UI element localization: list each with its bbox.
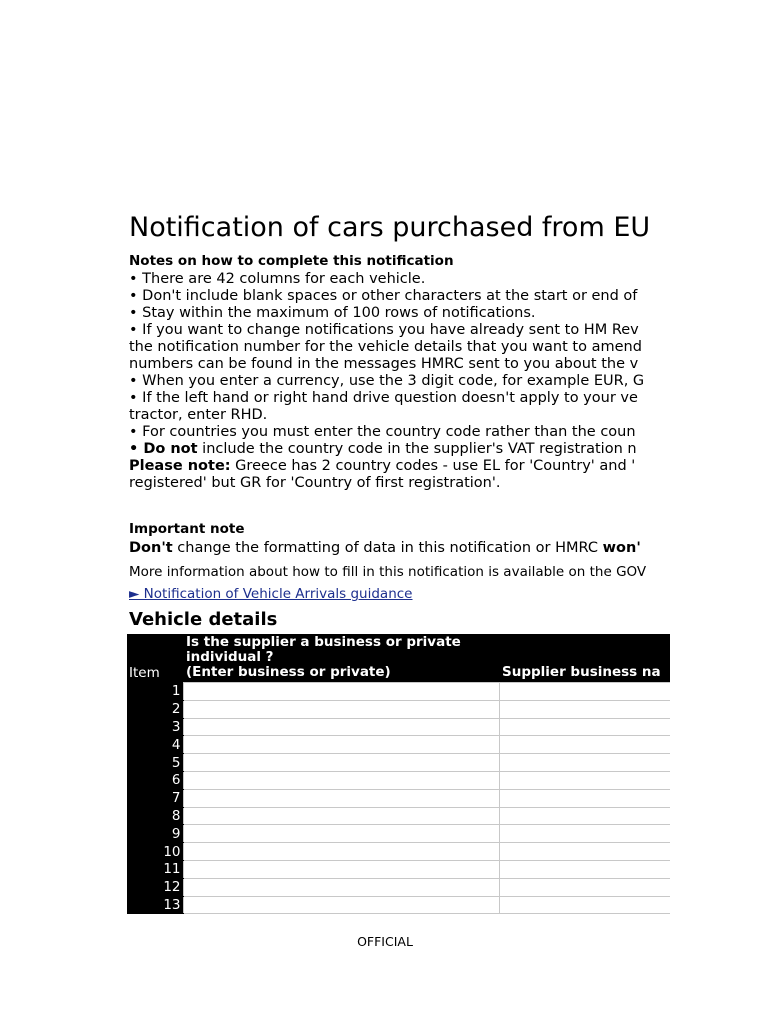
row-number: 9 xyxy=(127,825,183,843)
table-header-row xyxy=(127,634,670,683)
table-row xyxy=(127,896,670,914)
row-number: 12 xyxy=(127,878,183,896)
column-header-line: individual ? xyxy=(186,649,274,665)
note-bold: • Do not xyxy=(129,441,198,457)
row-number: 6 xyxy=(127,771,183,789)
note-line xyxy=(129,339,670,356)
supplier-type-cell[interactable] xyxy=(183,807,499,825)
row-number: 11 xyxy=(127,860,183,878)
row-number: 3 xyxy=(127,718,183,736)
supplier-business-name-cell[interactable] xyxy=(499,896,670,914)
table-row xyxy=(127,860,670,878)
column-header-line: Item xyxy=(129,664,160,681)
note-text: registered' but GR for 'Country of first registration'. xyxy=(129,475,501,491)
supplier-business-name-cell[interactable] xyxy=(499,843,670,861)
supplier-business-name-cell[interactable] xyxy=(499,878,670,896)
supplier-type-cell[interactable] xyxy=(183,736,499,754)
supplier-business-name-cell[interactable] xyxy=(499,683,670,701)
guidance-link[interactable]: ► Notification of Vehicle Arrivals guidance xyxy=(129,586,413,602)
footer-classification: OFFICIAL xyxy=(357,934,413,949)
note-line xyxy=(129,407,670,424)
table-row xyxy=(127,718,670,736)
supplier-business-name-cell[interactable] xyxy=(499,754,670,772)
note-text: • If the left hand or right hand drive question doesn't apply to your ve xyxy=(129,390,638,406)
important-bold-wont: won' xyxy=(602,540,641,556)
note-line xyxy=(129,305,670,322)
supplier-type-cell[interactable] xyxy=(183,683,499,701)
note-text: numbers can be found in the messages HMRC sent to you about the v xyxy=(129,356,639,372)
table-row xyxy=(127,843,670,861)
supplier-business-name-cell[interactable] xyxy=(499,825,670,843)
important-bold-dont: Don't xyxy=(129,540,173,556)
row-number: 2 xyxy=(127,700,183,718)
note-text: include the country code in the supplier's VAT registration n xyxy=(197,441,637,457)
page-title: Notification of cars purchased from EU xyxy=(129,212,651,243)
more-info-text: More information about how to fill in this notification is available on the GOV xyxy=(129,564,647,580)
supplier-business-name-cell[interactable] xyxy=(499,807,670,825)
supplier-type-cell[interactable] xyxy=(183,718,499,736)
note-text: the notification number for the vehicle details that you want to amend xyxy=(129,339,642,355)
note-line xyxy=(129,271,670,288)
important-text-body: change the formatting of data in this notification or HMRC xyxy=(172,540,603,556)
supplier-type-cell[interactable] xyxy=(183,825,499,843)
column-header xyxy=(499,634,670,683)
note-line xyxy=(129,441,670,458)
notes-list xyxy=(129,271,670,492)
note-text: • For countries you must enter the country code rather than the coun xyxy=(129,424,636,440)
note-line xyxy=(129,390,670,407)
row-number: 7 xyxy=(127,789,183,807)
important-note-text xyxy=(129,540,641,556)
note-text: • Don't include blank spaces or other characters at the start or end of xyxy=(129,288,638,304)
notes-heading: Notes on how to complete this notification xyxy=(129,253,454,269)
supplier-type-cell[interactable] xyxy=(183,754,499,772)
supplier-business-name-cell[interactable] xyxy=(499,860,670,878)
note-line xyxy=(129,322,670,339)
supplier-business-name-cell[interactable] xyxy=(499,736,670,754)
supplier-business-name-cell[interactable] xyxy=(499,700,670,718)
supplier-type-cell[interactable] xyxy=(183,700,499,718)
vehicle-details-table xyxy=(127,634,670,914)
note-text: • Stay within the maximum of 100 rows of notifications. xyxy=(129,305,536,321)
note-text: Greece has 2 country codes - use EL for 'Country' and ' xyxy=(230,458,636,474)
column-header-line: Is the supplier a business or private xyxy=(186,634,461,650)
note-bold: Please note: xyxy=(129,458,231,474)
supplier-type-cell[interactable] xyxy=(183,896,499,914)
supplier-type-cell[interactable] xyxy=(183,789,499,807)
note-line xyxy=(129,288,670,305)
row-number: 4 xyxy=(127,736,183,754)
note-line xyxy=(129,475,670,492)
note-text: • If you want to change notifications you have already sent to HM Rev xyxy=(129,322,639,338)
note-line xyxy=(129,458,670,475)
note-line xyxy=(129,373,670,390)
vehicle-details-heading: Vehicle details xyxy=(129,609,278,630)
table-row xyxy=(127,736,670,754)
supplier-type-cell[interactable] xyxy=(183,771,499,789)
note-line xyxy=(129,356,670,373)
table-row xyxy=(127,771,670,789)
note-line xyxy=(129,424,670,441)
note-text: • There are 42 columns for each vehicle. xyxy=(129,271,426,287)
table-row xyxy=(127,807,670,825)
column-header-line: (Enter business or private) xyxy=(186,664,391,680)
table-row xyxy=(127,683,670,701)
row-number: 5 xyxy=(127,754,183,772)
note-text: tractor, enter RHD. xyxy=(129,407,268,423)
supplier-type-cell[interactable] xyxy=(183,878,499,896)
note-text: • When you enter a currency, use the 3 digit code, for example EUR, G xyxy=(129,373,645,389)
supplier-type-cell[interactable] xyxy=(183,860,499,878)
row-number: 10 xyxy=(127,843,183,861)
column-header xyxy=(183,634,499,683)
column-header-line: Supplier business na xyxy=(502,664,661,680)
supplier-business-name-cell[interactable] xyxy=(499,789,670,807)
supplier-type-cell[interactable] xyxy=(183,843,499,861)
important-heading: Important note xyxy=(129,521,245,537)
supplier-business-name-cell[interactable] xyxy=(499,771,670,789)
supplier-business-name-cell[interactable] xyxy=(499,718,670,736)
column-header-item xyxy=(127,634,183,683)
table-row xyxy=(127,700,670,718)
table-row xyxy=(127,789,670,807)
table-row xyxy=(127,754,670,772)
row-number: 13 xyxy=(127,896,183,914)
row-number: 1 xyxy=(127,683,183,701)
table-row xyxy=(127,878,670,896)
table-row xyxy=(127,825,670,843)
row-number: 8 xyxy=(127,807,183,825)
